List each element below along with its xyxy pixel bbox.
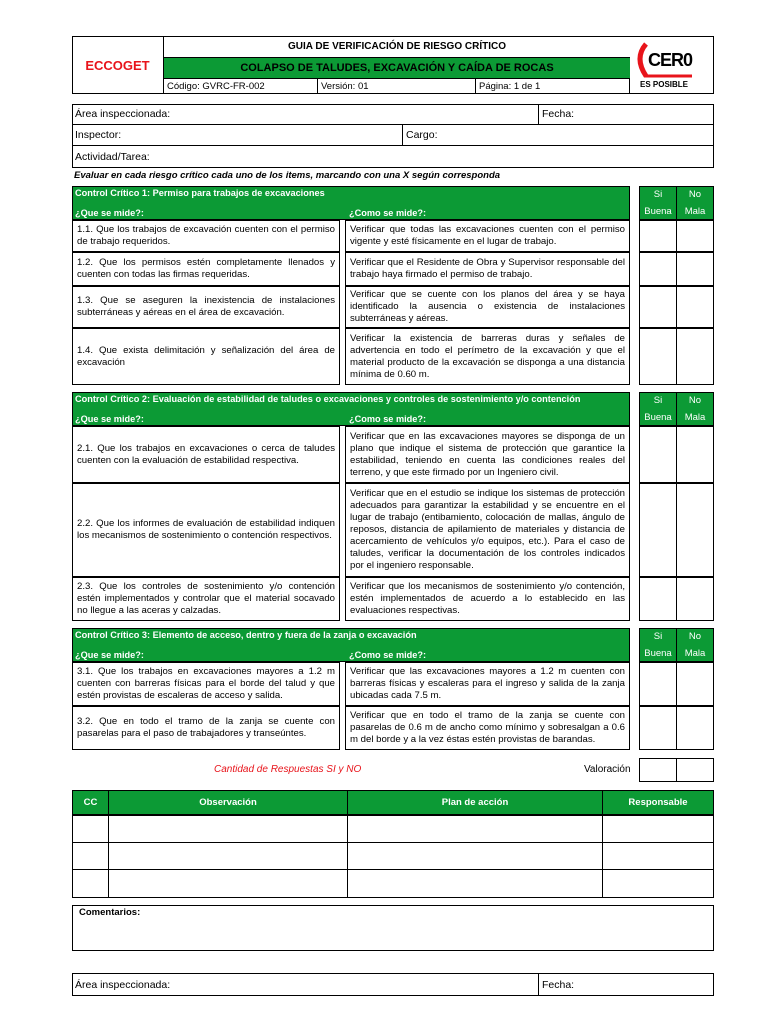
logo-cero xyxy=(630,36,714,94)
control-2-what-label: ¿Que se mide?: xyxy=(75,414,144,424)
item-1-1-no-box[interactable] xyxy=(676,220,714,252)
doc-code: Código: GVRC-FR-002 xyxy=(164,79,318,94)
action-cell-observation[interactable] xyxy=(108,842,348,870)
item-2-3-no-box[interactable] xyxy=(676,577,714,621)
item-1-1-what: 1.1. Que los trabajos de excavación cuenten con el permiso de trabajo requeridos. xyxy=(72,220,340,252)
control-3-title: Control Crítico 3: Elemento de acceso, dentro y fuera de la zanja o excavación xyxy=(75,630,417,640)
doc-page: Página: 1 de 1 xyxy=(476,79,630,94)
control-3-yes-header xyxy=(639,628,677,662)
control-3-how-label: ¿Como se mide?: xyxy=(349,650,427,660)
action-cell-responsible[interactable] xyxy=(602,842,714,870)
item-1-2-how: Verificar que el Residente de Obra y Supervisor responsable del trabajo haya firmado el permiso de trabajo. xyxy=(345,252,630,286)
item-1-4-yes-box[interactable] xyxy=(639,328,677,385)
logo-text-top: CER0 xyxy=(648,50,693,70)
item-1-1-yes-box[interactable] xyxy=(639,220,677,252)
rating-label: Valoración xyxy=(584,764,631,775)
item-2-2-no-box[interactable] xyxy=(676,483,714,577)
action-cell-responsible[interactable] xyxy=(602,869,714,898)
control-2-title: Control Crítico 2: Evaluación de estabilidad de taludes o excavaciones y controles de sostenimiento y/o contención xyxy=(75,394,581,404)
item-2-3-how: Verificar que los mecanismos de sostenimiento y/o contención, estén implementados de acuerdo a lo establecido en las evaluaciones respectivas. xyxy=(345,577,630,621)
action-cell-cc[interactable] xyxy=(72,815,109,843)
inspector-field[interactable]: Inspector: xyxy=(72,125,403,146)
item-1-2-what: 1.2. Que los permisos estén completamente llenados y cuenten con todas las firmas requeridas. xyxy=(72,252,340,286)
item-3-1-yes-box[interactable] xyxy=(639,662,677,706)
item-1-1-how: Verificar que todas las excavaciones cuenten con el permiso vigente y esté físicamente en el lugar de trabajo. xyxy=(345,220,630,252)
company-name: ECCOGET xyxy=(72,36,164,94)
control-2-how-label: ¿Como se mide?: xyxy=(349,414,427,424)
comments-box[interactable] xyxy=(72,905,714,951)
item-2-1-yes-box[interactable] xyxy=(639,426,677,483)
item-3-1-no-box[interactable] xyxy=(676,662,714,706)
item-3-2-yes-box[interactable] xyxy=(639,706,677,750)
action-cell-observation[interactable] xyxy=(108,815,348,843)
no-label: No xyxy=(688,189,702,200)
control-1-how-label: ¿Como se mide?: xyxy=(349,208,427,218)
action-cell-cc[interactable] xyxy=(72,842,109,870)
control-3-no-header xyxy=(676,628,714,662)
item-3-2-what: 3.2. Que en todo el tramo de la zanja se cuente con pasarelas para el paso de trabajadores y transeúntes. xyxy=(72,706,340,750)
document-subtitle: COLAPSO DE TALUDES, EXCAVACIÓN Y CAÍDA DE ROCAS xyxy=(164,58,630,79)
item-1-3-what: 1.3. Que se aseguren la inexistencia de instalaciones subterráneas y aéreas en el área de excavación. xyxy=(72,286,340,328)
yes-label: Si xyxy=(653,395,663,406)
action-table-row[interactable] xyxy=(72,869,714,898)
control-2-no-header xyxy=(676,392,714,426)
no-count-box[interactable] xyxy=(676,758,714,782)
item-1-2-yes-box[interactable] xyxy=(639,252,677,286)
item-1-3-yes-box[interactable] xyxy=(639,286,677,328)
date-field[interactable]: Fecha: xyxy=(539,104,714,125)
yes-count-box[interactable] xyxy=(639,758,677,782)
item-1-4-no-box[interactable] xyxy=(676,328,714,385)
area-field[interactable]: Área inspeccionada: xyxy=(72,104,539,125)
logo-text-bottom: ES POSIBLE xyxy=(640,80,689,89)
action-cell-plan[interactable] xyxy=(347,842,603,870)
control-2-yes-header xyxy=(639,392,677,426)
action-cell-observation[interactable] xyxy=(108,869,348,898)
yes-label: Si xyxy=(653,631,663,642)
action-col-plan: Plan de acción xyxy=(347,790,603,815)
footer-area-field[interactable]: Área inspeccionada: xyxy=(72,973,539,996)
doc-version: Versión: 01 xyxy=(318,79,476,94)
good-label: Buena xyxy=(644,648,672,659)
item-1-4-how: Verificar la existencia de barreras duras y señales de advertencia en todo el perímetro de la excavación y que el material producto de la excavación se disponga a una distancia mínima de 0.60 m. xyxy=(345,328,630,385)
good-label: Buena xyxy=(644,412,672,423)
item-1-4-what: 1.4. Que exista delimitación y señalización del área de excavación xyxy=(72,328,340,385)
control-3-what-label: ¿Que se mide?: xyxy=(75,650,144,660)
control-1-what-label: ¿Que se mide?: xyxy=(75,208,144,218)
guide-title: GUIA DE VERIFICACIÓN DE RIESGO CRÍTICO xyxy=(164,36,630,58)
item-2-3-yes-box[interactable] xyxy=(639,577,677,621)
yes-label: Si xyxy=(653,189,663,200)
action-col-observation: Observación xyxy=(108,790,348,815)
activity-field[interactable]: Actividad/Tarea: xyxy=(75,151,150,163)
instruction-text: Evaluar en cada riesgo crítico cada uno de los items, marcando con una X según corresponda xyxy=(74,170,501,181)
action-col-responsible: Responsable xyxy=(602,790,714,815)
action-col-cc: CC xyxy=(72,790,109,815)
item-2-2-how: Verificar que en el estudio se indique los sistemas de protección adecuados para garantizar la estabilidad y se encuentre en el lugar de trabajo (entibamiento, colocación de mallas, ángulo de reposos, distancia de apilamiento de materiales y distancia de acercamiento de vehículos y/o equipos, etc.). Para el caso de taludes, verificar la documentación de los controles indicados por el ingeniero responsable. xyxy=(345,483,630,577)
bad-label: Mala xyxy=(684,206,706,217)
item-1-2-no-box[interactable] xyxy=(676,252,714,286)
item-2-2-yes-box[interactable] xyxy=(639,483,677,577)
item-3-1-how: Verificar que las excavaciones mayores a 1.2 m cuenten con barreras físicas y escaleras para el ingreso y salida de la zanja ubicadas cada 7.5 m. xyxy=(345,662,630,706)
action-cell-cc[interactable] xyxy=(72,869,109,898)
action-table-row[interactable] xyxy=(72,842,714,870)
item-1-3-no-box[interactable] xyxy=(676,286,714,328)
item-2-1-how: Verificar que en las excavaciones mayores se disponga de un plano que indique el sistema de protección que garantice la estabilidad, teniendo en cuenta las condiciones reales del terreno, y que este firmado por un Ingeniero civil. xyxy=(345,426,630,483)
item-3-2-no-box[interactable] xyxy=(676,706,714,750)
bad-label: Mala xyxy=(684,412,706,423)
item-3-2-how: Verificar que en todo el tramo de la zanja se cuente con pasarelas de 0.6 m de ancho como mínimo y sobresalgan a 0.6 m del borde y a la vez éstas estén provistas de barandas. xyxy=(345,706,630,750)
no-label: No xyxy=(688,631,702,642)
comments-label: Comentarios: xyxy=(79,907,141,918)
no-label: No xyxy=(688,395,702,406)
control-1-title: Control Crítico 1: Permiso para trabajos de excavaciones xyxy=(75,188,325,198)
item-2-3-what: 2.3. Que los controles de sostenimiento y/o contención estén implementados y controlar que el material socavado no llegue a las aceras y calzadas. xyxy=(72,577,340,621)
bad-label: Mala xyxy=(684,648,706,659)
action-cell-plan[interactable] xyxy=(347,815,603,843)
control-1-no-header xyxy=(676,186,714,220)
action-table-row[interactable] xyxy=(72,815,714,843)
position-field[interactable]: Cargo: xyxy=(403,125,714,146)
item-2-1-no-box[interactable] xyxy=(676,426,714,483)
answer-count-label: Cantidad de Respuestas SI y NO xyxy=(214,764,362,775)
action-cell-plan[interactable] xyxy=(347,869,603,898)
item-1-3-how: Verificar que se cuente con los planos del área y se haya identificado la ausencia o existencia de instalaciones subterráneas y aéreas. xyxy=(345,286,630,328)
good-label: Buena xyxy=(644,206,672,217)
item-2-1-what: 2.1. Que los trabajos en excavaciones o cerca de taludes cuenten con la evaluación de estabilidad respectiva. xyxy=(72,426,340,483)
item-3-1-what: 3.1. Que los trabajos en excavaciones mayores a 1.2 m cuenten con barreras físicas para el borde del talud y que estén provistas de escaleras de acceso y salida. xyxy=(72,662,340,706)
action-cell-responsible[interactable] xyxy=(602,815,714,843)
footer-date-field[interactable]: Fecha: xyxy=(542,978,575,991)
control-1-yes-header xyxy=(639,186,677,220)
item-2-2-what: 2.2. Que los informes de evaluación de estabilidad indiquen los mecanismos de sostenimiento o contención respectivos. xyxy=(72,483,340,577)
